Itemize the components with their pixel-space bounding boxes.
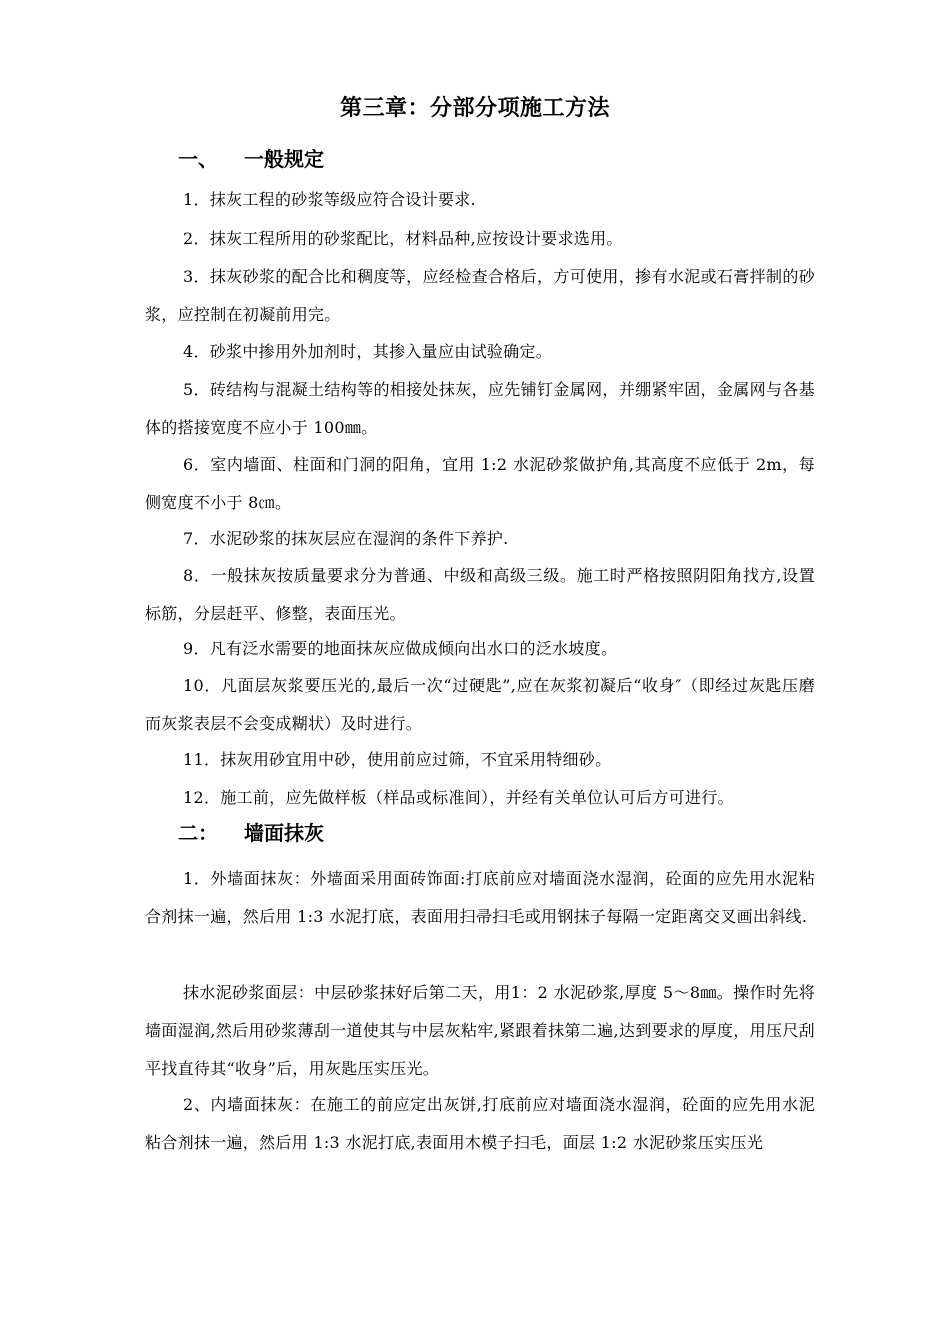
paragraph: 4．砂浆中掺用外加剂时，其掺入量应由试验确定。	[183, 342, 553, 361]
paragraph: 2．抹灰工程所用的砂浆配比，材料品种,应按设计要求选用。	[183, 229, 623, 248]
paragraph: 11．抹灰用砂宜用中砂，使用前应过筛，不宜采用特细砂。	[183, 750, 612, 769]
section-number: 二：	[178, 821, 218, 845]
paragraph: 6．室内墙面、柱面和门洞的阳角，宜用 1:2 水泥砂浆做护角,其高度不应低于 2m，每侧宽度不小于 8㎝。	[145, 455, 815, 512]
paragraph: 抹水泥砂浆面层：中层砂浆抹好后第二天，用1：2 水泥砂浆,厚度 5～8㎜。操作时先将墙面湿润,然后用砂浆薄刮一道使其与中层灰粘牢,紧跟着抹第二遍,达到要求的厚度，用压尺刮平找直待其“收身”后，用灰匙压实压光。	[145, 983, 815, 1078]
paragraph: 5．砖结构与混凝土结构等的相接处抹灰，应先铺钉金属网，并绷紧牢固，金属网与各基体的搭接宽度不应小于 100㎜。	[145, 380, 815, 437]
paragraph: 3．抹灰砂浆的配合比和稠度等，应经检查合格后，方可使用，掺有水泥或石膏拌制的砂浆，应控制在初凝前用完。	[145, 267, 815, 324]
section-title: 一般规定	[244, 147, 324, 171]
paragraph: 9．凡有泛水需要的地面抹灰应做成倾向出水口的泛水坡度。	[183, 639, 618, 658]
section-heading-wall-plastering	[178, 818, 324, 848]
paragraph: 8．一般抹灰按质量要求分为普通、中级和高级三级。施工时严格按照阴阳角找方,设置标筋，分层赶平、修整，表面压光。	[145, 566, 815, 623]
section-number: 一、	[178, 147, 218, 171]
chapter-title: 第三章：分部分项施工方法	[339, 96, 610, 121]
section-heading-general	[178, 144, 324, 174]
paragraph: 2、内墙面抹灰：在施工的前应定出灰饼,打底前应对墙面浇水湿润，砼面的应先用水泥粘合剂抹一遍，然后用 1:3 水泥打底,表面用木模子扫毛，面层 1:2 水泥砂浆压实压光	[145, 1095, 815, 1152]
paragraph: 7．水泥砂浆的抹灰层应在湿润的条件下养护.	[183, 529, 509, 548]
paragraph: 12．施工前，应先做样板（样品或标准间），并经有关单位认可后方可进行。	[183, 788, 734, 807]
paragraph: 1．外墙面抹灰：外墙面采用面砖饰面:打底前应对墙面浇水湿润，砼面的应先用水泥粘合剂抹一遍，然后用 1:3 水泥打底，表面用扫帚扫毛或用钢抹子每隔一定距离交叉画出斜线.	[145, 869, 815, 926]
paragraph: 10．凡面层灰浆要压光的,最后一次“过硬匙”,应在灰浆初凝后“收身″（即经过灰匙压磨而灰浆表层不会变成糊状）及时进行。	[145, 676, 815, 733]
section-title: 墙面抹灰	[244, 821, 324, 845]
paragraph: 1．抹灰工程的砂浆等级应符合设计要求.	[183, 190, 476, 209]
